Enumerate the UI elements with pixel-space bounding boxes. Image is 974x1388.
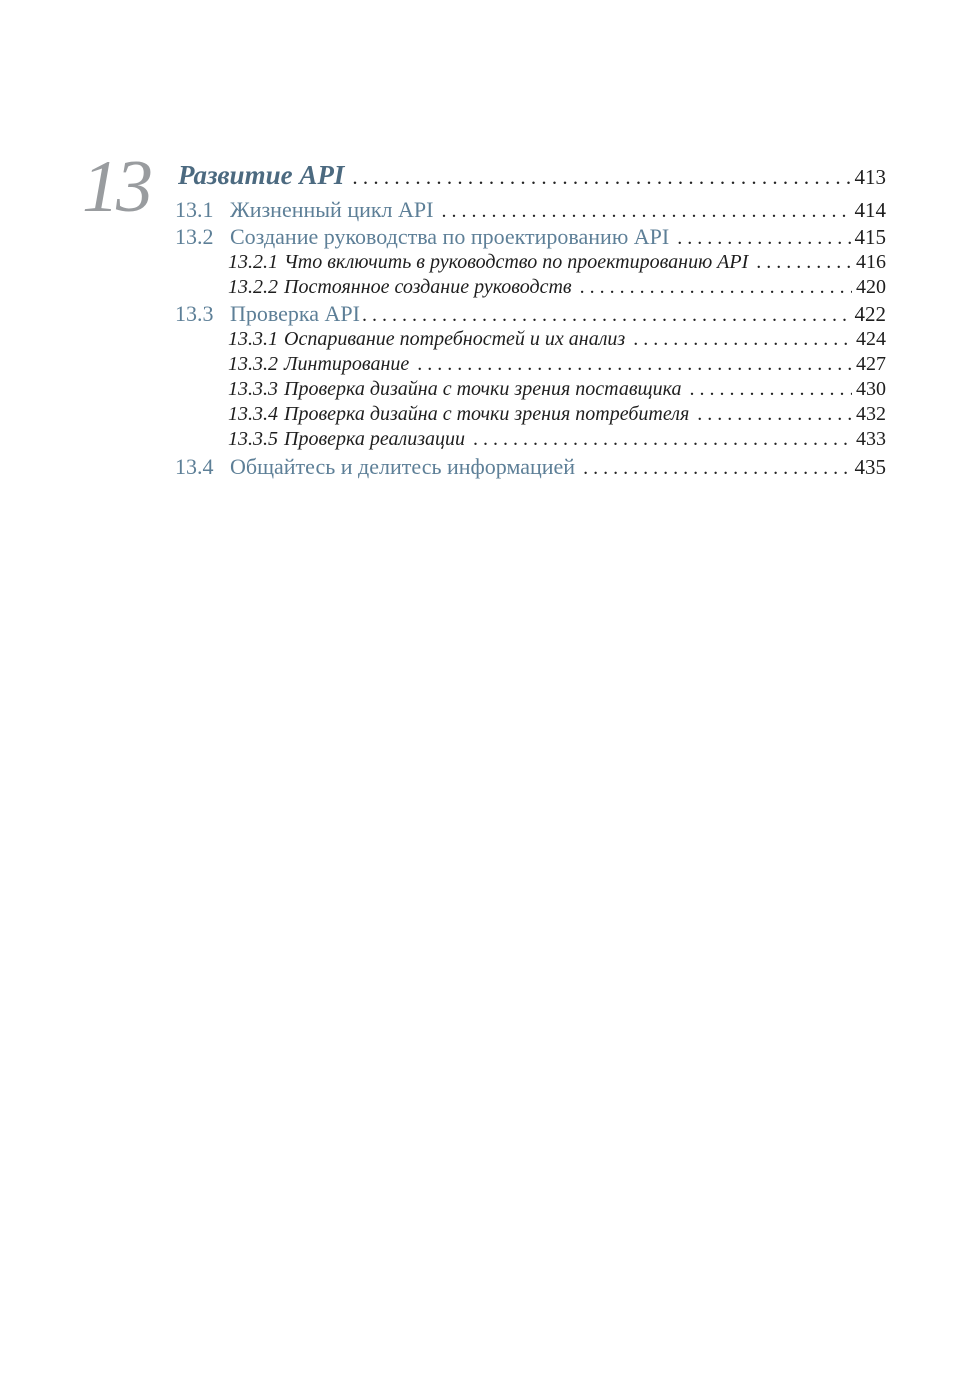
entry-number: 13.3 bbox=[175, 301, 214, 326]
dot-leader bbox=[362, 304, 851, 327]
toc-entry-13-3-4[interactable] bbox=[228, 403, 886, 428]
dot-leader bbox=[633, 328, 852, 351]
entry-number: 13.2.1 bbox=[228, 251, 278, 273]
entry-page-number: 422 bbox=[854, 302, 886, 326]
dot-leader bbox=[417, 353, 852, 376]
entry-page-number: 414 bbox=[854, 198, 886, 222]
entry-number: 13.1 bbox=[175, 197, 214, 222]
toc-entry-13-2[interactable] bbox=[175, 224, 886, 252]
entry-page-number: 424 bbox=[856, 328, 886, 350]
entry-title: Постоянное создание руководств bbox=[284, 276, 572, 298]
entry-title: Проверка дизайна с точки зрения поставщика bbox=[284, 378, 682, 400]
dot-leader bbox=[580, 276, 852, 299]
entry-number: 13.2.2 bbox=[228, 276, 278, 298]
entry-title: Жизненный цикл API bbox=[230, 197, 434, 222]
entry-page-number: 416 bbox=[856, 251, 886, 273]
entry-page-number: 433 bbox=[856, 428, 886, 450]
toc-entry-13-3-2[interactable] bbox=[228, 353, 886, 378]
entry-number: 13.3.2 bbox=[228, 353, 278, 375]
entry-title: Что включить в руководство по проектированию API bbox=[284, 251, 749, 273]
entry-number: 13.3.4 bbox=[228, 403, 278, 425]
toc-entry-13-1[interactable] bbox=[175, 197, 886, 225]
dot-leader bbox=[441, 200, 850, 223]
toc-entry-13-2-2[interactable] bbox=[228, 276, 886, 301]
toc-entry-13-4[interactable] bbox=[175, 454, 886, 482]
chapter-title: Развитие API bbox=[178, 160, 345, 190]
entry-title: Проверка реализации bbox=[284, 428, 465, 450]
entry-page-number: 415 bbox=[854, 225, 886, 249]
entry-page-number: 435 bbox=[854, 455, 886, 479]
entry-page-number: 432 bbox=[856, 403, 886, 425]
toc-entry-13-3-3[interactable] bbox=[228, 378, 886, 403]
chapter-number: 13 bbox=[82, 146, 150, 228]
entry-number: 13.3.3 bbox=[228, 378, 278, 400]
entry-title: Проверка API bbox=[230, 301, 360, 326]
dot-leader bbox=[690, 378, 853, 401]
entry-number: 13.4 bbox=[175, 454, 214, 479]
toc-entry-13-2-1[interactable] bbox=[228, 251, 886, 276]
dot-leader bbox=[697, 403, 852, 426]
entry-title: Проверка дизайна с точки зрения потребителя bbox=[284, 403, 690, 425]
toc-entry-13-3-1[interactable] bbox=[228, 328, 886, 353]
entry-title: Линтирование bbox=[284, 353, 410, 375]
entry-page-number: 427 bbox=[856, 353, 886, 375]
dot-leader bbox=[583, 457, 850, 480]
chapter-page-number: 413 bbox=[854, 165, 886, 189]
dot-leader bbox=[756, 251, 852, 274]
entry-title: Оспаривание потребностей и их анализ bbox=[284, 328, 626, 350]
toc-entry-13-3[interactable] bbox=[175, 301, 886, 329]
entry-page-number: 420 bbox=[856, 276, 886, 298]
dot-leader bbox=[677, 227, 850, 250]
entry-number: 13.3.5 bbox=[228, 428, 278, 450]
chapter-heading-entry[interactable] bbox=[178, 160, 886, 194]
toc-entry-13-3-5[interactable] bbox=[228, 428, 886, 453]
entry-number: 13.2 bbox=[175, 224, 214, 249]
entry-title: Создание руководства по проектированию API bbox=[230, 224, 670, 249]
dot-leader bbox=[352, 165, 850, 190]
entry-page-number: 430 bbox=[856, 378, 886, 400]
entry-title: Общайтесь и делитесь информацией bbox=[230, 454, 576, 479]
dot-leader bbox=[473, 428, 852, 451]
entry-number: 13.3.1 bbox=[228, 328, 278, 350]
